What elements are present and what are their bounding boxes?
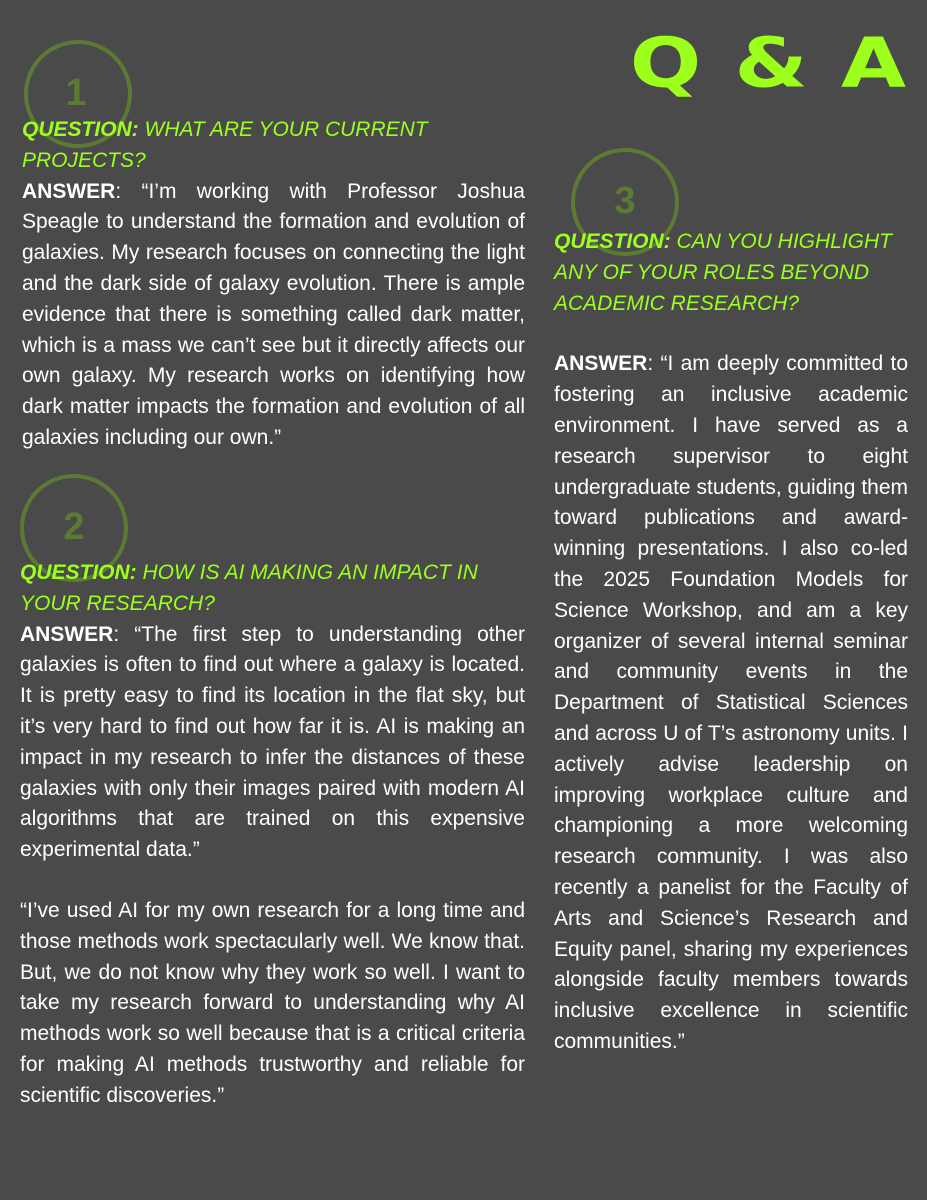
question-2 [20, 558, 525, 620]
page-title: Q & A [629, 22, 908, 103]
answer-2-continued: “I’ve used AI for my own research for a long time and those methods work spectacularly well. We know that. But, we do not know why they work so well. I want to take my research forward to understanding why AI methods work so well because that is a critical criteria for making AI methods trustworthy and reliable for scientific discoveries.” [20, 898, 525, 1107]
answer-text: : “I am deeply committed to fostering an inclusive academic environment. I have served as a research supervisor to eight undergraduate students, guiding them toward publications and award-winning presentations. I also co-led the 2025 Foundation Models for Science Workshop, and am a key organizer of several internal seminar and community events in the Department of Statistical Sciences and across U of T’s astronomy units. I actively advise leadership on improving workplace culture and championing a more welcoming research community. I was also recently a panelist for the Faculty of Arts and Science’s Research and Equity panel, sharing my experiences alongside faculty members towards inclusive excellence in scientific communities.” [554, 352, 908, 1053]
section-number-3: 3 [614, 180, 636, 222]
question-text: HOW IS AI MAKING AN IMPACT IN YOUR RESEARCH? [20, 561, 478, 615]
question-label: QUESTION: [554, 230, 671, 253]
answer-text: : “I’m working with Professor Joshua Speagle to understand the formation and evolution of galaxies. My research focuses on connecting the light and the dark side of galaxy evolution. There is ample evidence that there is something called dark matter, which is a mass we can’t see but it directly affects our own galaxy. My research works on identifying how dark matter impacts the formation and evolution of all galaxies including our own.” [22, 179, 525, 449]
answer-label: ANSWER [22, 179, 116, 203]
question-text: WHAT ARE YOUR CURRENT PROJECTS? [22, 118, 428, 172]
section-3 [554, 227, 908, 1058]
answer-1 [22, 177, 525, 454]
answer-label: ANSWER [554, 352, 648, 376]
question-label: QUESTION: [22, 118, 139, 141]
question-3 [554, 227, 908, 319]
section-1 [22, 115, 525, 454]
section-number-1: 1 [65, 72, 87, 114]
question-text: CAN YOU HIGHLIGHT ANY OF YOUR ROLES BEYOND ACADEMIC RESEARCH? [554, 230, 892, 315]
question-1 [22, 115, 525, 177]
answer-label: ANSWER [20, 622, 114, 646]
section-2 [20, 558, 525, 1112]
answer-3 [554, 349, 908, 1057]
question-label: QUESTION: [20, 561, 137, 584]
answer-text: : “The first step to understanding other galaxies is often to find out where a galaxy is located. It is pretty easy to find its location in the flat sky, but it’s very hard to find out how far it is. AI is making an impact in my research to infer the distances of these galaxies with only their images paired with modern AI algorithms that are trained on this expensive experimental data.” [20, 622, 525, 862]
section-number-2: 2 [63, 506, 85, 548]
answer-2 [20, 620, 525, 866]
